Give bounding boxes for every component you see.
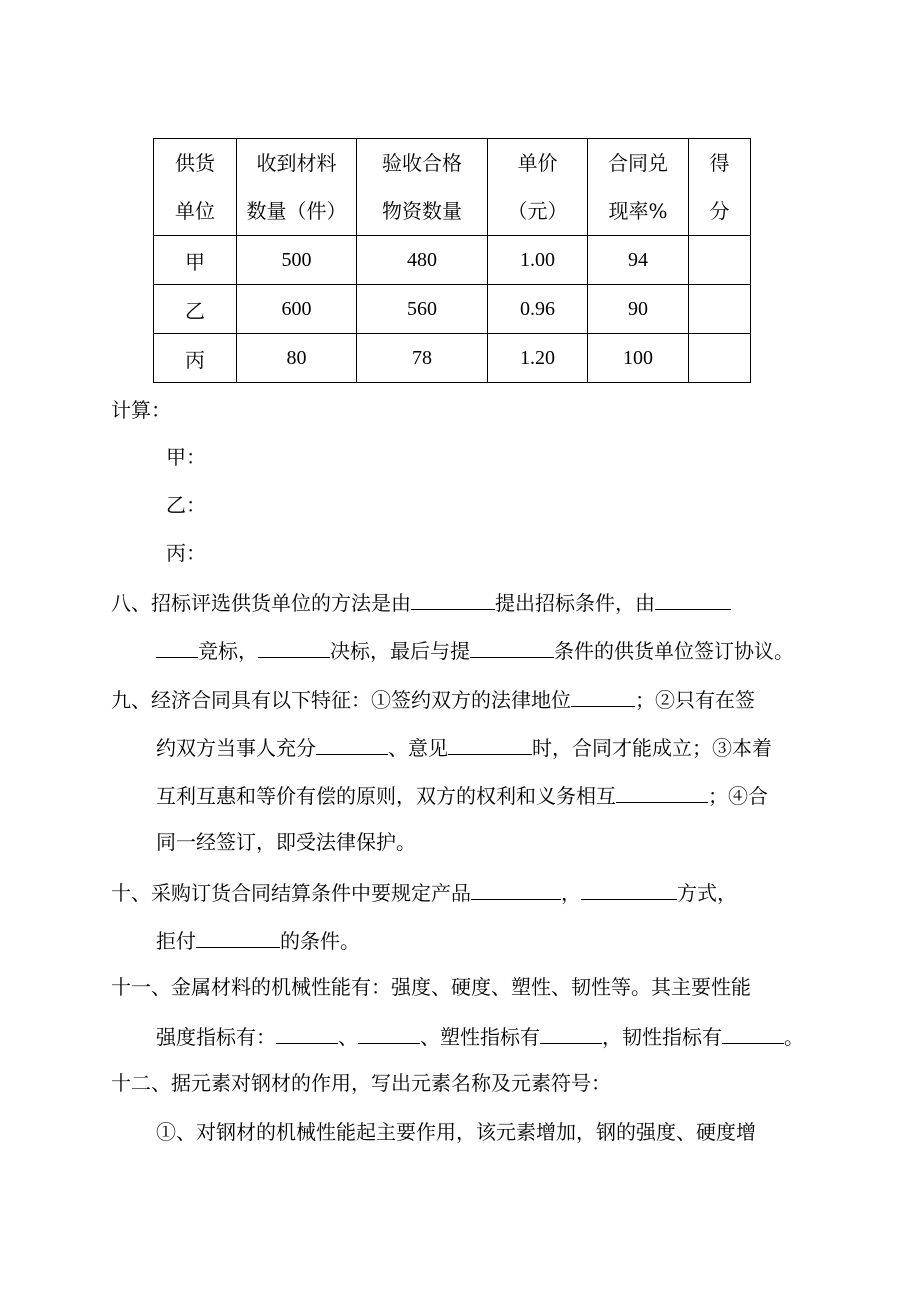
- header-cell-unit-price: 单价 （元）: [488, 139, 588, 236]
- table-cell: 80: [237, 334, 357, 383]
- question-9-line-3: 互利互惠和等价有偿的原则，双方的权利和义务相互 ；④合: [156, 784, 768, 808]
- table-cell: 1.20: [488, 334, 588, 383]
- question-9-line-4: 同一经签订，即受法律保护。: [156, 830, 416, 854]
- table-header-row: [154, 139, 751, 236]
- table-cell-score-empty: [689, 334, 751, 383]
- answer-blank[interactable]: [540, 1023, 602, 1044]
- question-9-line-2: 约双方当事人充分 、意见 时，合同才能成立；③本着: [156, 736, 772, 760]
- answer-blank[interactable]: [358, 1023, 420, 1044]
- question-8-line-2: 竞标， 决标，最后与提 条件的供货单位签订协议。: [156, 637, 794, 663]
- header-cell-supplier: 供货 单位: [154, 139, 237, 236]
- calc-item-a: 甲：: [166, 445, 206, 469]
- answer-blank[interactable]: [448, 734, 532, 755]
- table-row: [154, 236, 751, 285]
- answer-blank[interactable]: [470, 637, 554, 658]
- table-cell: 甲: [154, 236, 237, 285]
- question-9-line-1: 九、经济合同具有以下特征：①签约双方的法律地位 ；②只有在签: [111, 688, 755, 712]
- table-row: [154, 334, 751, 383]
- question-11-line-2: 强度指标有： 、 、塑性指标有 ，韧性指标有 。: [156, 1025, 804, 1049]
- answer-blank[interactable]: [581, 879, 677, 900]
- answer-blank[interactable]: [471, 879, 561, 900]
- header-cell-received-qty: 收到材料 数量（件）: [237, 139, 357, 236]
- question-10-line-2: 拒付 的条件。: [156, 929, 360, 953]
- table-cell: 1.00: [488, 236, 588, 285]
- answer-blank[interactable]: [655, 589, 731, 610]
- table-cell-score-empty: [689, 236, 751, 285]
- answer-blank[interactable]: [571, 686, 635, 707]
- answer-blank[interactable]: [156, 637, 198, 658]
- table-cell: 100: [588, 334, 689, 383]
- question-11-line-1: 十一、金属材料的机械性能有：强度、硬度、塑性、韧性等。其主要性能: [111, 975, 751, 999]
- table-cell: 560: [357, 285, 488, 334]
- header-cell-accepted-qty: 验收合格 物资数量: [357, 139, 488, 236]
- question-12-line-1: 十二、据元素对钢材的作用，写出元素名称及元素符号：: [111, 1071, 611, 1095]
- table-cell: 600: [237, 285, 357, 334]
- answer-blank[interactable]: [316, 734, 388, 755]
- question-12-line-2: ①、对钢材的机械性能起主要作用，该元素增加，钢的强度、硬度增: [156, 1120, 756, 1144]
- table-cell: 丙: [154, 334, 237, 383]
- table-cell: 乙: [154, 285, 237, 334]
- answer-blank[interactable]: [616, 782, 708, 803]
- question-8-line-1: 八、招标评选供货单位的方法是由 提出招标条件，由: [111, 589, 731, 615]
- calc-item-c: 丙：: [166, 541, 206, 565]
- calc-label: 计算：: [111, 398, 171, 422]
- answer-blank[interactable]: [411, 589, 495, 610]
- answer-blank[interactable]: [196, 927, 280, 948]
- question-10-line-1: 十、采购订货合同结算条件中要规定产品 ， 方式，: [111, 881, 737, 905]
- calc-item-b: 乙：: [166, 493, 206, 517]
- answer-blank[interactable]: [276, 1023, 338, 1044]
- table-cell: 94: [588, 236, 689, 285]
- table-cell: 78: [357, 334, 488, 383]
- supplier-score-table: [153, 138, 751, 383]
- answer-blank[interactable]: [258, 637, 330, 658]
- answer-blank[interactable]: [722, 1023, 784, 1044]
- table-cell: 480: [357, 236, 488, 285]
- header-cell-fulfillment-rate: 合同兑 现率%: [588, 139, 689, 236]
- table-cell: 500: [237, 236, 357, 285]
- table-row: [154, 285, 751, 334]
- header-cell-score: 得 分: [689, 139, 751, 236]
- table-cell-score-empty: [689, 285, 751, 334]
- table-cell: 0.96: [488, 285, 588, 334]
- table-cell: 90: [588, 285, 689, 334]
